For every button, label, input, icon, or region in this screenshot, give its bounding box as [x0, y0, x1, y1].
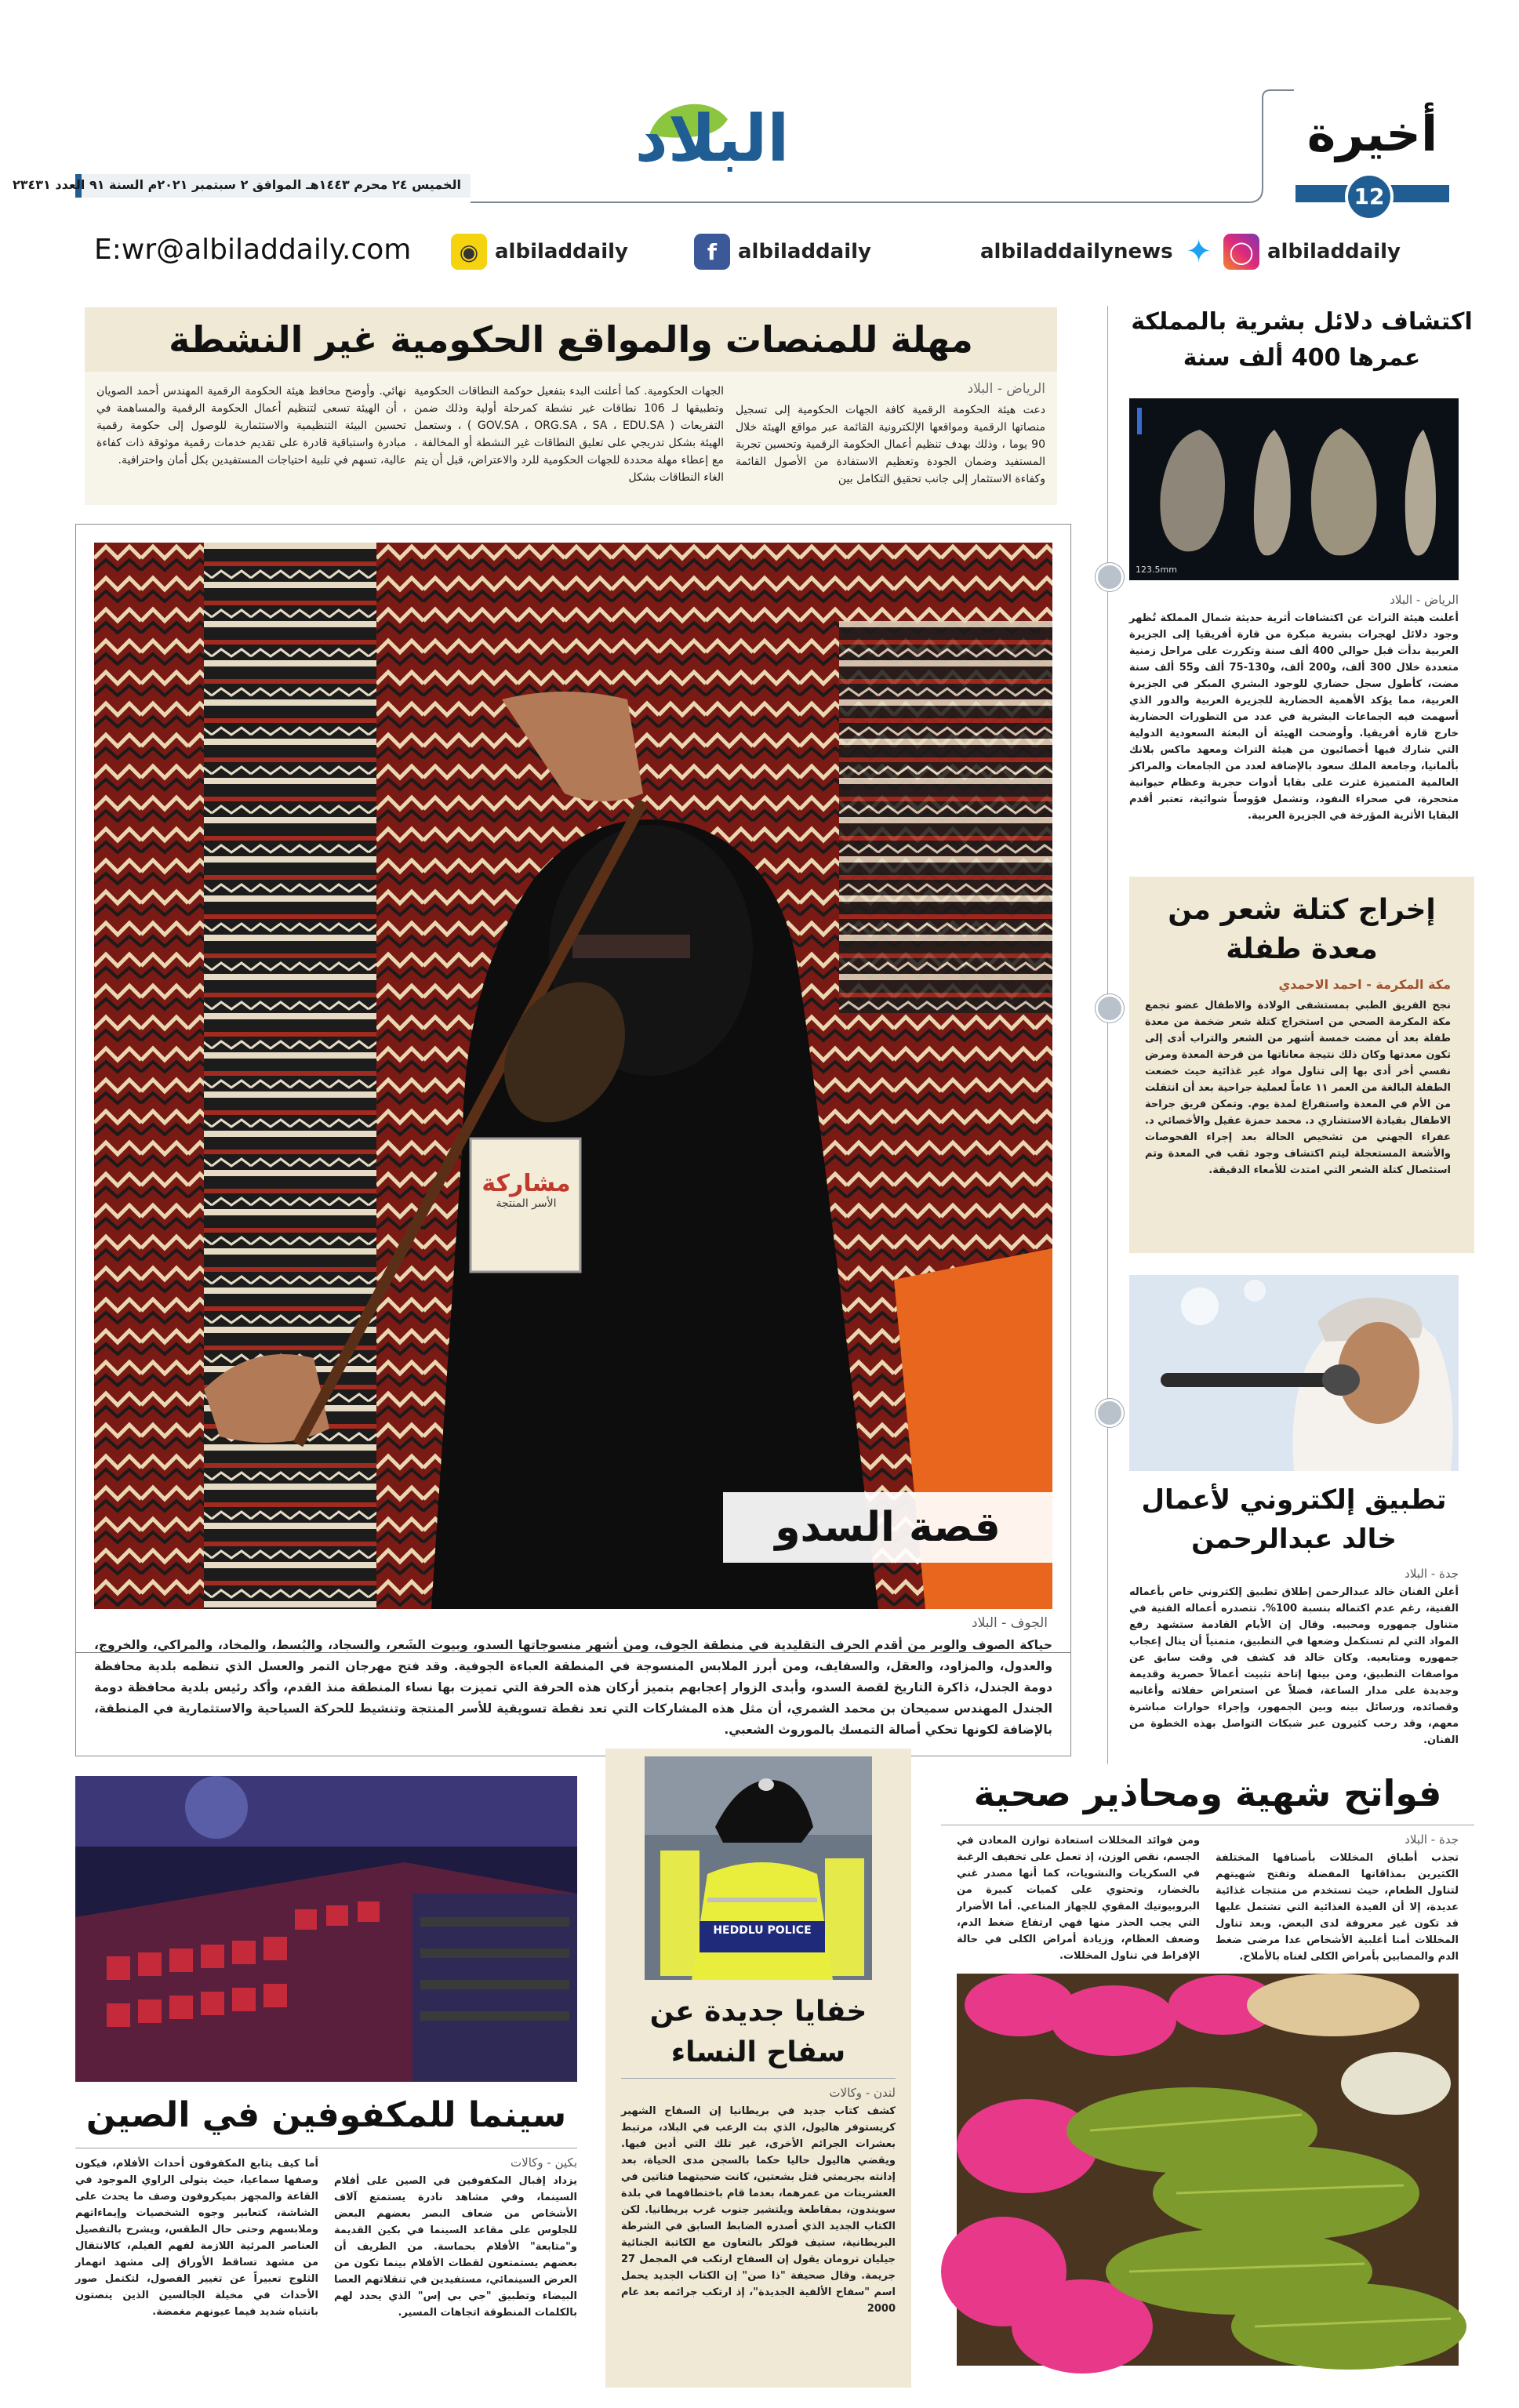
vest-text: HEDDLU POLICE: [713, 1924, 812, 1937]
police-body: كشف كتاب جديد في بريطانيا إن السفاح الشهير كريستوفر هاليول، الذي بث الرعب في البلاد، مرتبط بعشرات الجرائم الأخرى، غير تلك التي أدين فيها. ويقضي هاليول حاليا حكما بالسجن مدى الحياة، بعد إدانته بجريمتي قتل بشعتين، كانت ضحيتهما فتاتين في العشرينات من عمرهما، بعدما قام باختطافهما في بلدة سويندون، بمقاطعة ويلتشير جنوب غرب بريطانيا. لكن الكتاب الجديد الذي أصدره الضابط السابق في الشرطة البريطانية، ستيف فولكر بالتعاون مع الكاتبة الجنائية جيليان ترومان يقول إن السفاح ارتكب في المجمل 27 جريمة. وقال صحيفة "ذا صن" إن الكتاب الجديد يحمل اسم "سفاح الألفية الجديدة"، إذ ارتكب جرائمه بعد عام 2000: [621, 2105, 896, 2315]
evidence-headline: اكتشاف دلائل بشرية بالمملكة عمرها 400 ألف سنة: [1131, 308, 1473, 372]
dateline: الخميس ٢٤ محرم ١٤٤٣هـ الموافق ٢ سبتمبر ٢٠٢١م السنة ٩١ العدد ٢٣٤٣١: [12, 177, 461, 192]
cinema-headline: سينما للمكفوفين في الصين: [85, 2095, 567, 2135]
masthead: [0, 0, 1519, 212]
facebook-handle[interactable]: [694, 234, 871, 270]
pickles-photo: [957, 1974, 1459, 2366]
badge-subtext: الأسر المنتجة: [496, 1197, 557, 1210]
app-headline: تطبيق إلكتروني لأعمال خالد عبدالرحمن: [1141, 1484, 1447, 1555]
social-bar: [0, 227, 1519, 279]
cinema-story: [75, 1776, 577, 2388]
evidence-story: [1129, 298, 1474, 863]
police-headline: خفايا جديدة عن سفاح النساء: [649, 1996, 867, 2068]
police-story: [605, 1749, 911, 2388]
section-title: أخيرة: [1306, 105, 1438, 162]
scale-label: 123.5mm: [1136, 565, 1177, 575]
hairball-body: نجح الفريق الطبي بمستشفى الولادة والاطفال عضو تجمع مكة المكرمة الصحي من استخراج كتلة شعر ضخمة من معدة طفلة بعد أن مضت خمسة أشهر من الشعر والتراب أدى إلى تكون معدتها وكان ذلك نتيجة معاناتها من قرحة المعدة ومرض نفسي أخر أدى بها إلى تناول مواد غير غذائية حيث خضعت الطفلة البالغة من العمر ١١ عاماً لعملية جراحية بعد أن انتقلت من الأم في المعدة واستفراغ لمدة يوم. وتمكن فريق جراحة الاطفال بقيادة الاستشاري د. محمد حمزة عقيل والأخصائي د. عفراء الجهني من تشخيص الحالة بعد إجراء الفحوصات والأشعة المستعجلة ليتم اكتشاف وجود ثقب في المعدة وتم استئصال كتلة الشعر التي امتدت للأمعاء الدقيقة.: [1145, 1000, 1451, 1176]
sadu-byline: الجوف - البلاد: [972, 1615, 1048, 1631]
hairball-byline: مكة المكرمة - احمد الاحمدي: [1278, 977, 1451, 992]
app-story: [1129, 1275, 1474, 1761]
app-body: أعلن الفنان خالد عبدالرحمن إطلاق تطبيق إلكتروني خاص بأعماله الفنية، رغم عدم اكتماله بنسبة 100%. تتصدره أعماله الفنية في متناول جمهوره ومحبيه. وقال إن الأيام القادمة ستشهد رفع المواد التي لم تستكمل وضعها في التطبيق، متمنياً أن ينال إعجاب جمهوره ومتابعيه. وكان خالد قد كشف في وقت سابق عن مواصفات التطبيق، ومن بينها إتاحة تثبيت أعمالاً حصرية وقديمة وجديدة على مدار الساعة، فضلاً عن استعراض حفلاته وأغانيه وقصائده، ورسائل بينه وبين الجمهور، وإجراء حوارات مباشرة معهم، وقد رحب كثيرون عبر شبكات التواصل بهذه الخطوة من الفنان.: [1129, 1586, 1459, 1746]
stone-tools-photo: [1129, 398, 1459, 580]
page-number: 12: [1345, 173, 1394, 221]
twitter-icon: ✦: [1181, 234, 1217, 270]
app-byline: جدة - البلاد: [1405, 1567, 1459, 1581]
facebook-label: albiladdaily: [738, 240, 871, 263]
twitter-label: albiladdailynews: [980, 240, 1173, 263]
instagram-label: albiladdaily: [1267, 240, 1401, 263]
email-link[interactable]: E:wr@albiladdaily.com: [94, 234, 412, 266]
singer-photo-art: [1129, 1275, 1459, 1471]
snapchat-handle[interactable]: [451, 234, 628, 270]
sadu-photo-art: [94, 543, 1052, 1609]
twitter-handle[interactable]: [980, 234, 1217, 270]
pickles-col-1: تجذب أطباق المخللات بأصنافها المختلفة الكثيرين بمذاقاتها المفضلة وتفتح شهيتهم لتناول الطعام، حيث تستخدم من منتجات غذائية عديدة، إلا أن الفيدة الغذائية التي تشتمل عليها قد تكون غير معروفة لدى البعض. وبعد تناول المخللات أمنا أغلبية الأشخاص عدا مرضى ضغط الدم والمصابين بأمراض الكلى لغناه بالأملاح.: [1216, 1852, 1459, 1963]
logo-text: البلاد: [634, 102, 790, 176]
hairball-headline: إخراج كتلة شعر من معدة طفلة: [1168, 894, 1436, 965]
instagram-handle[interactable]: [1223, 234, 1401, 270]
stone-tools-art: [1129, 398, 1459, 580]
police-rule: [621, 2078, 896, 2079]
cinema-photo-art: [75, 1776, 577, 2082]
albilad-logo: [634, 96, 790, 190]
snapchat-label: albiladdaily: [495, 240, 628, 263]
lead-col-1: دعت هيئة الحكومة الرقمية كافة الجهات الحكومية إلى تسجيل منصاتها الرقمية ومواقعها الإلكترونية القائمة عبر مواقع الهيئة خلال 90 يوما ، وذلك بهدف تنظيم أعمال الحكومة الرقمية وتحسين تجربة المستفيد وضمان الجودة وتعظيم الاستفادة من الأصول القائمة وكفاءة الاستثمار إلى جانب تحقيق التكامل بين: [736, 404, 1045, 485]
police-byline: لندن - وكالات: [829, 2086, 896, 2100]
divider-dot-2: [1096, 994, 1124, 1022]
lead-col-2: الجهات الحكومية. كما أعلنت البدء بتفعيل حوكمة النطاقات الحكومية وتطبيقها لـ 106 نطاقات غير نشطة كمرحلة أولية وذلك ضمن التفريعات ( GOV.SA ، ORG.SA ، SA ، EDU.SA ) ، وستعمل الهيئة بشكل تدريجي على تعليق النطاقات غير النشطة أو المخالفة ، مع إعطاء مهلة محددة للجهات الحكومية للرد والاعتراض، قبل أن يتم الغاء النطاقات بشكل: [414, 385, 724, 484]
divider-dot-1: [1096, 563, 1124, 591]
lead-col-3: نهائي. وأوضح محافظ هيئة الحكومة الرقمية المهندس أحمد الصويان ، أن الهيئة تسعى لتنظيم أعمال الحكومة الرقمية والمساهمة في تحسين البيئة التنظيمية والاستثمارية للوصول إلى حكومة رقمية مبادرة واستباقية قادرة على تقديم خدمات رقمية موثوقة ذات كفاءة عالية، تسهم في تلبية احتياجات المستفيدين بكل أمان واحترافية.: [96, 385, 406, 467]
lead-byline: الرياض - البلاد: [967, 381, 1045, 397]
evidence-byline: الرياض - البلاد: [1390, 593, 1459, 607]
evidence-body: أعلنت هيئة التراث عن اكتشافات أثرية حديثة شمال المملكة تُظهر وجود دلائل لهجرات بشرية مبكرة من قارة أفريقيا إلى الجزيرة العربية بدأت قبل حوالي 400 ألف سنة وتكررت على مراحل زمنية متعددة خلال 300 ألف، و200 ألف، و130-75 ألف و55 ألف سنة مضت، كأطول سجل حضاري للوجود البشري المبكر في الجزيرة العربية، مما يؤكد الأهمية الحضارية للجزيرة العربية والدور الذي أسهمت فيه الجماعات البشرية في عدد من التطورات الحضارية خارج قارة أفريقيا. وأوضحت الهيئة أن البعثة السعودية الدولية التي شارك فيها أخصائيون من هيئة التراث ومعهد ماكس بلانك بألمانيا، وجامعة الملك سعود بالإضافة لعدد من الجامعات والمراكز العالمية المتميزة عثرت على بقايا أدوات حجرية وعظام حيوانية متحجرة، في صحراء النفود، وتشمل فؤوساً شوائية، تعتبر أقدم البقايا الأثرية المؤرخة في الجزيرة العربية.: [1129, 612, 1459, 822]
lead-story: [75, 307, 1071, 507]
pickles-photo-art: [957, 1974, 1459, 2366]
sadu-photo: [94, 543, 1052, 1609]
facebook-icon: f: [694, 234, 730, 270]
lead-headline: مهلة للمنصات والمواقع الحكومية غير النشطة: [169, 318, 973, 361]
divider-dot-3: [1096, 1399, 1124, 1427]
singer-photo: [1129, 1275, 1459, 1471]
police-photo: [645, 1756, 872, 1980]
sadu-story: [75, 524, 1071, 1653]
cinema-col-1: يزداد إقبال المكفوفين في الصين على أفلام السينما، وفي مشاهد نادرة يستمتع آلاف الأشخاص من ضعاف البصر بعضهم البعض للجلوس على مقاعد السينما في بكين القديمة و"متابعة" الأفلام بحماسة. من الطريف أن بعضهم يستمتعون لقطات الأفلام بينما تكون من العرض السينمائي، مستفيدين في تنقلاتهم العصا البيضاء وتطبيق "جي بي إس" الذي يحدد لهم بالكلمات المنطوقة اتجاهات المسير.: [334, 2175, 577, 2319]
sadu-title: قصة السدو: [775, 1504, 1001, 1551]
snapchat-icon: ◉: [451, 234, 487, 270]
column-divider: [1107, 306, 1108, 1764]
pickles-story: [941, 1768, 1474, 2388]
cinema-photo: [75, 1776, 577, 2082]
cinema-byline: بكين - وكالات: [511, 2156, 577, 2170]
instagram-icon: ◯: [1223, 234, 1259, 270]
cinema-col-2: أما كيف يتابع المكفوفون أحداث الأفلام، فيكون وصفها سماعيا، حيث يتولى الراوي الموجود في القاعة والمجهز بميكروفون وصف ما يحدث على الشاشة، كتعابير وجوه الشخصيات وإيماءاتهم وملابسهم وحتى حال الطقس، ويشرح بالتفصيل العناصر المرئية اللازمة لفهم الفيلم، كالانتقال من مشهد تساقط الأوراق إلى مشهد انهمار الثلوج تعبيراً عن تغيير الفصول، لتكتمل صور الأحداث في مخيلة الجالسين الذين ينصتون بانتباه شديد فيما عيونهم مغمضة.: [75, 2158, 318, 2318]
pickles-headline: فواتح شهية ومحاذير صحية: [973, 1772, 1442, 1814]
lead-columns: [85, 372, 1057, 505]
sadu-body-frame: [75, 1622, 1071, 1756]
hairball-story: [1129, 877, 1474, 1253]
participant-badge: [475, 1170, 577, 1210]
sadu-body: حياكة الصوف والوبر من أقدم الحرف التقليدية في منطقة الجوف، ومن أشهر منسوجاتها السدو، وبيوت الشَعر، والسجاد، والبُسط، والمخاد، والمراكي، والخروج، والعدول، والمزاود، والعقل، والسفايف، ومن أبرز الملابس المنسوجة في المنطقة العباءة الجوفية. وقد فتح مهرجان التمر والعسل الذي تنظمه بلدية محافظة دومة الجندل، ذاكرة التاريخ لقصة السدو، وأبدى الزوار إعجابهم بتميز أركان هذه الحرفة التي تميزت بها نساء المنطقة منذ القدم، وأكد رئيس بلدية محافظة دومة الجندل المهندس سميحان بن محمد الشمري، أن مثل هذه المشاركات التي تعد نقطة تسويقية للأسر المنتجة وتنشيط للحركة السياحية والاستثمارية في المنطقة، بالإضافة لكونها تحكي أصالة التمسك بالموروث الشعبي.: [94, 1638, 1052, 1737]
badge-text: مشاركة: [482, 1170, 571, 1197]
pickles-byline: جدة - البلاد: [1405, 1832, 1459, 1847]
police-photo-art: [645, 1756, 872, 1980]
pickles-col-2: ومن فوائد المخللات استعادة توازن المعادن في الجسم، نقص الوزن، إذ تعمل على تخفيف الرغبة في السكريات والنشويات، كما أنها مصدر غني بالخضار، وتحتوي على كميات كبيرة من البروبيوتيك المقوي للجهاز المناعي. أما الأضرار التي يجب الحذر منها فهي ارتفاع ضغط الدم، وضعف العظام، وزيادة أمراض الكلى في حالة الإفراط في تناول المخللات.: [957, 1835, 1200, 1962]
